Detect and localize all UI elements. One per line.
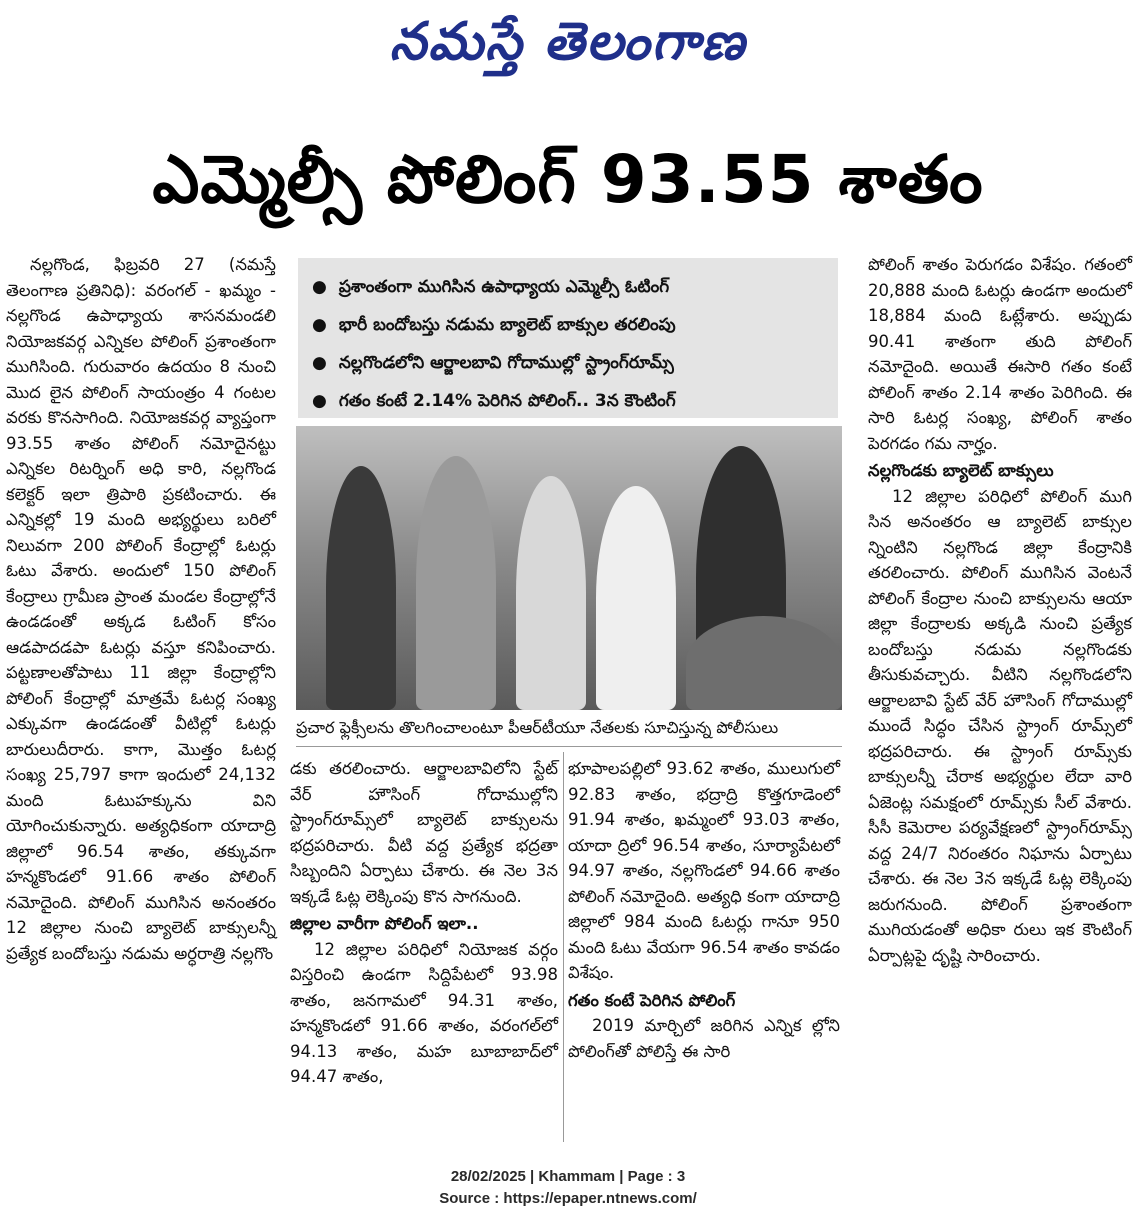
highlight-item: ● ప్రశాంతంగా ముగిసిన ఉపాధ్యాయ ఎమ్మెల్సీ ఓటింగ్ bbox=[312, 268, 838, 306]
highlight-item: ● గతం కంటే 2.14% పెరిగిన పోలింగ్.. 3న కౌంటింగ్ bbox=[312, 382, 838, 420]
news-photo bbox=[296, 426, 842, 710]
column-4-paragraph: 12 జిల్లాల పరిధిలో పోలింగ్ ముగి సిన అనంతరం ఆ బ్యాలెట్ బాక్సుల న్నింటిని నల్లగొండ జిల్లా కేంద్రానికి తరలించారు. పోలింగ్ ముగిసిన వెంటనే పోలింగ్ కేంద్రాల నుంచి బాక్సులను ఆయా జిల్లా కేంద్రాలకు అక్కడి నుంచి ప్రత్యేక బందోబస్తు నడుమ నల్లగొండకు తీసుకువచ్చారు. వీటిని నల్లగొండలోని ఆర్జాలబావి స్టేట్ వేర్ హౌసింగ్ గోదాముల్లో ముందే సిద్ధం చేసిన స్ట్రాంగ్ రూమ్స్‌లో భద్రపరిచారు. ఈ స్ట్రాంగ్ రూమ్స్‌కు బాక్సులన్నీ చేరాక అభ్యర్థుల లేదా వారి ఏజెంట్ల సమక్షంలో రూమ్స్‌కు సీల్ వేశారు. సీసీ కెమెరాల పర్యవేక్షణలో స్ట్రాంగ్‌రూమ్స్ వద్ద 24/7 నిరంతరం నిఘాను ఏర్పాటు చేశారు. ఈ నెల 3న ఇక్కడే ఓట్ల లెక్కింపు జరుగనుంది. పోలింగ్ ప్రశాంతంగా ముగియడంతో అధికా రులు ఇక కౌంటింగ్ ఏర్పాట్లపై దృష్టి సారించారు. bbox=[868, 486, 1132, 965]
article-column-4 bbox=[868, 252, 1132, 968]
footer-dateline: 28/02/2025 | Khammam | Page : 3 bbox=[450, 1168, 686, 1185]
column-1-paragraph: నల్లగొండ, ఫిబ్రవరి 27 (నమస్తే తెలంగాణ ప్రతినిధి): వరంగల్ - ఖమ్మం - నల్లగొండ ఉపాధ్యాయ శాసనమండలి నియోజకవర్గ ఎన్నికల పోలింగ్ ప్రశాంతంగా ముగిసింది. గురువారం ఉదయం 8 నుంచి మొద లైన పోలింగ్ సాయంత్రం 4 గంటల వరకు కొనసాగింది. నియోజకవర్గ వ్యాప్తంగా 93.55 శాతం పోలింగ్ నమోదైనట్టు ఎన్నికల రిటర్నింగ్ అధి కారి, నల్లగొండ కలెక్టర్ ఇలా త్రిపాఠి ప్రకటించారు. ఈ ఎన్నికల్లో 19 మంది అభ్యర్థులు బరిలో నిలువగా 200 పోలింగ్ కేంద్రాల్లో ఓటర్లు ఓటు వేశారు. అందులో 150 పోలింగ్ కేంద్రాలు గ్రామీణ ప్రాంత మండల కేంద్రాల్లోనే ఉండడంతో అక్కడ ఓటింగ్ కోసం ఆడపాదడపా ఓటర్లు వస్తూ కనిపించారు. పట్టణాలతోపాటు 11 జిల్లా కేంద్రాల్లోని పోలింగ్ కేంద్రాల్లో మాత్రమే ఓటర్ల సంఖ్య ఎక్కువగా ఉండడంతో వీటిల్లో ఓటర్లు బారులుదీరారు. కాగా, మొత్తం ఓటర్ల సంఖ్య 25,797 కాగా ఇందులో 24,132 మంది ఓటుహక్కును విని యోగించుకున్నారు. అత్యధికంగా యాదాద్రి జిల్లాలో 96.54 శాతం, తక్కువగా హన్మకొండలో 91.66 శాతం పోలింగ్ నమోదైంది. పోలింగ్ ముగిసిన అనంతరం 12 జిల్లాల నుంచి బ్యాలెట్ బాక్సులన్నీ ప్రత్యేక బందోబస్తు నడుమ అర్ధరాత్రి నల్లగొం bbox=[6, 255, 276, 963]
highlight-item: ● నల్లగొండలోని ఆర్జాలబావి గోదాముల్లో స్ట్రాంగ్‌రూమ్స్ bbox=[312, 344, 838, 382]
column-2-paragraph: డకు తరలించారు. ఆర్జాలబావిలోని స్టేట్ వేర్ హౌసింగ్ గోదాముల్లోని స్ట్రాంగ్‌రూమ్స్‌లో బ్యాలెట్ బాక్సులను భద్రపరిచారు. వీటి వద్ద ప్రత్యేక భద్రతా సిబ్బందిని ఏర్పాటు చేశారు. ఈ నెల 3న ఇక్కడే ఓట్ల లెక్కింపు కొన సాగనుంది. bbox=[290, 759, 558, 906]
subheading-polling-increase: గతం కంటే పెరిగిన పోలింగ్ bbox=[568, 990, 736, 1010]
photo-caption: ప్రచార ఫ్లెక్సీలను తొలగించాలంటూ పీఆర్‌టీయూ నేతలకు సూచిస్తున్న పోలీసులు bbox=[296, 718, 779, 737]
article-headline: ఎమ్మెల్సీ పోలింగ్ 93.55 శాతం bbox=[152, 141, 984, 218]
caption-divider bbox=[296, 746, 842, 747]
article-column-3 bbox=[568, 756, 840, 1064]
footer-source: Source : https://epaper.ntnews.com/ bbox=[439, 1190, 697, 1207]
subheading-district-polling: జిల్లాల వారీగా పోలింగ్ ఇలా.. bbox=[290, 914, 479, 933]
column-3-paragraph: భూపాలపల్లిలో 93.62 శాతం, ములుగులో 92.83 శాతం, భద్రాద్రి కొత్తగూడెంలో 91.94 శాతం, ఖమ్మంలో 93.03 శాతం, యాదా ద్రిలో 96.54 శాతం, సూర్యాపేటలో 94.97 శాతం, నల్లగొండలో 94.66 శాతం పోలింగ్ నమోదైంది. అత్యధి కంగా యాదాద్రి జిల్లాలో 984 మంది ఓటర్లు గానూ 950 మంది ఓటు వేయగా 96.54 శాతం కావడం విశేషం. bbox=[568, 759, 840, 982]
highlight-item: ● భారీ బందోబస్తు నడుమ బ్యాలెట్ బాక్సుల తరలింపు bbox=[312, 306, 838, 344]
column-divider bbox=[563, 752, 564, 1142]
article-column-1 bbox=[6, 252, 276, 966]
article-column-2 bbox=[290, 756, 558, 1090]
subheading-ballot-boxes: నల్లగొండకు బ్యాలెట్ బాక్సులు bbox=[868, 461, 1054, 480]
column-2-paragraph: 12 జిల్లాల పరిధిలో నియోజక వర్గం విస్తరించి ఉండగా సిద్దిపేటలో 93.98 శాతం, జనగామలో 94.31 శాతం, హన్మకొండలో 91.66 శాతం, వరంగల్‌లో 94.13 శాతం, మహ బూబాబాద్‌లో 94.47 శాతం, bbox=[290, 939, 558, 1086]
newspaper-masthead: నమస్తే తెలంగాణ bbox=[389, 11, 747, 72]
column-3-paragraph: 2019 మార్చిలో జరిగిన ఎన్నిక ల్లోని పోలింగ్‌తో పోలిస్తే ఈ సారి bbox=[568, 1016, 840, 1061]
column-4-paragraph: పోలింగ్ శాతం పెరుగడం విశేషం. గతంలో 20,888 మంది ఓటర్లు ఉండగా అందులో 18,884 మంది ఓట్లేశారు. అప్పుడు 90.41 శాతంగా తుది పోలింగ్ నమోదైంది. అయితే ఈసారి గతం కంటే పోలింగ్ శాతం 2.14 శాతం పెరిగింది. ఈ సారి ఓటర్ల సంఖ్య, పోలింగ్ శాతం పెరగడం గమ నార్హం. bbox=[868, 255, 1132, 453]
highlights-box bbox=[298, 258, 838, 418]
